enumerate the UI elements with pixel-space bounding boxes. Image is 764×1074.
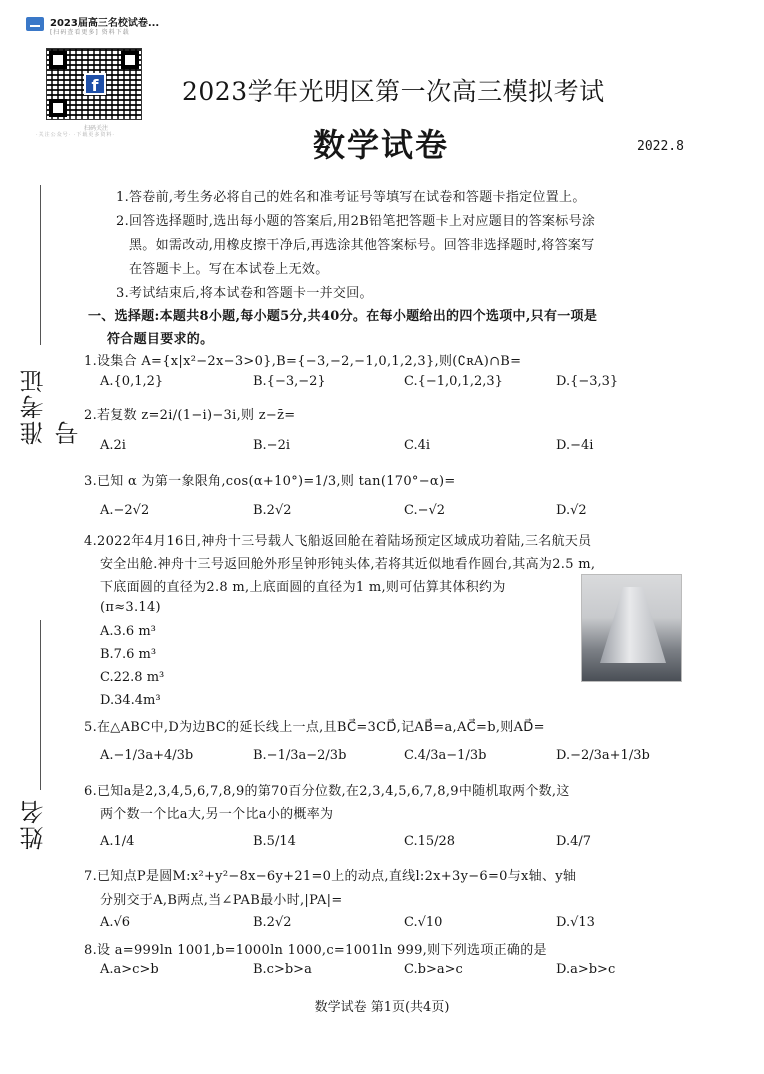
question-6-option-a[interactable]: A.1/4 bbox=[100, 834, 135, 849]
qr-corner bbox=[49, 51, 67, 69]
question-3-option-a[interactable]: A.−2√2 bbox=[100, 503, 150, 518]
question-4-stem-cont: (π≈3.14) bbox=[100, 600, 161, 615]
qr-caption-secondary: ·关注公众号· ·下载更多资料· bbox=[36, 132, 115, 138]
binding-line bbox=[40, 620, 41, 790]
question-2-stem: 2.若复数 z=2i/(1−i)−3i,则 z−z̄= bbox=[84, 408, 296, 423]
question-5-option-b[interactable]: B.−1/3a−2/3b bbox=[253, 748, 347, 763]
question-1-option-b[interactable]: B.{−3,−2} bbox=[253, 374, 326, 389]
qr-code[interactable] bbox=[46, 48, 142, 120]
question-8-option-b[interactable]: B.c>b>a bbox=[253, 962, 312, 977]
question-4-stem-cont: 安全出舱.神舟十三号返回舱外形呈钟形钝头体,若将其近似地看作圆台,其高为2.5 m, bbox=[100, 557, 596, 572]
question-4-option-a[interactable]: A.3.6 m³ bbox=[100, 624, 156, 639]
side-label-name: 姓名 bbox=[20, 798, 48, 850]
exam-date: 2022.8 bbox=[637, 139, 684, 154]
question-8-option-a[interactable]: A.a>c>b bbox=[100, 962, 159, 977]
capsule-photo bbox=[581, 574, 682, 682]
qr-logo-icon: f bbox=[84, 73, 106, 95]
subject-title: 数学试卷 bbox=[313, 126, 450, 164]
question-8-option-c[interactable]: C.b>a>c bbox=[404, 962, 463, 977]
exam-title: 2023学年光明区第一次高三模拟考试 bbox=[182, 77, 605, 106]
section-title-cont: 符合题目要求的。 bbox=[107, 332, 214, 347]
question-5-option-a[interactable]: A.−1/3a+4/3b bbox=[100, 748, 194, 763]
question-3-option-b[interactable]: B.2√2 bbox=[253, 503, 292, 518]
section-title: 一、选择题:本题共8小题,每小题5分,共40分。在每小题给出的四个选项中,只有一项是 bbox=[88, 309, 598, 324]
note-2: 2.回答选择题时,选出每小题的答案后,用2B铅笔把答题卡上对应题目的答案标号涂 bbox=[116, 214, 596, 229]
question-4-option-b[interactable]: B.7.6 m³ bbox=[100, 647, 157, 662]
document-icon bbox=[26, 17, 44, 31]
question-2-option-c[interactable]: C.4i bbox=[404, 438, 431, 453]
binding-line bbox=[40, 185, 41, 345]
question-6-option-b[interactable]: B.5/14 bbox=[253, 834, 296, 849]
question-7-option-c[interactable]: C.√10 bbox=[404, 915, 443, 930]
note-1: 1.答卷前,考生务必将自己的姓名和准考证号等填写在试卷和答题卡指定位置上。 bbox=[116, 190, 586, 205]
note-2-cont: 在答题卡上。写在本试卷上无效。 bbox=[129, 262, 329, 277]
question-1-stem: 1.设集合 A={x|x²−2x−3>0},B={−3,−2,−1,0,1,2,3},则(∁ʀA)∩B= bbox=[84, 354, 522, 369]
question-6-stem-cont: 两个数一个比a大,另一个比a小的概率为 bbox=[100, 807, 334, 822]
note-3: 3.考试结束后,将本试卷和答题卡一并交回。 bbox=[116, 286, 373, 301]
app-title: 2023届高三名校试卷... bbox=[50, 18, 160, 29]
question-5-option-c[interactable]: C.4/3a−1/3b bbox=[404, 748, 487, 763]
qr-caption: 扫码关注 bbox=[84, 125, 109, 132]
question-2-option-a[interactable]: A.2i bbox=[100, 438, 126, 453]
question-2-option-d[interactable]: D.−4i bbox=[556, 438, 594, 453]
qr-corner bbox=[121, 51, 139, 69]
question-4-stem-cont: 下底面圆的直径为2.8 m,上底面圆的直径为1 m,则可估算其体积约为 bbox=[100, 580, 506, 595]
question-7-option-a[interactable]: A.√6 bbox=[100, 915, 131, 930]
qr-corner bbox=[49, 99, 67, 117]
question-1-option-c[interactable]: C.{−1,0,1,2,3} bbox=[404, 374, 503, 389]
question-1-option-a[interactable]: A.{0,1,2} bbox=[100, 374, 164, 389]
question-3-option-c[interactable]: C.−√2 bbox=[404, 503, 446, 518]
question-1-option-d[interactable]: D.{−3,3} bbox=[556, 374, 619, 389]
question-6-option-c[interactable]: C.15/28 bbox=[404, 834, 456, 849]
side-label-exam-number: 准考证号 bbox=[20, 367, 83, 445]
question-2-option-b[interactable]: B.−2i bbox=[253, 438, 291, 453]
note-2-cont: 黑。如需改动,用橡皮擦干净后,再选涂其他答案标号。回答非选择题时,将答案写 bbox=[129, 238, 595, 253]
question-7-option-b[interactable]: B.2√2 bbox=[253, 915, 292, 930]
question-7-option-d[interactable]: D.√13 bbox=[556, 915, 595, 930]
page-footer: 数学试卷 第1页(共4页) bbox=[314, 1000, 450, 1015]
question-4-option-c[interactable]: C.22.8 m³ bbox=[100, 670, 165, 685]
question-3-stem: 3.已知 α 为第一象限角,cos(α+10°)=1/3,则 tan(170°−α)= bbox=[84, 474, 456, 489]
question-6-stem: 6.已知a是2,3,4,5,6,7,8,9的第70百分位数,在2,3,4,5,6,7,8,9中随机取两个数,这 bbox=[84, 784, 570, 799]
question-8-option-d[interactable]: D.a>b>c bbox=[556, 962, 616, 977]
question-4-option-d[interactable]: D.34.4m³ bbox=[100, 693, 161, 708]
question-5-option-d[interactable]: D.−2/3a+1/3b bbox=[556, 748, 650, 763]
question-7-stem-cont: 分别交于A,B两点,当∠PAB最小时,|PA|= bbox=[100, 893, 343, 908]
question-7-stem: 7.已知点P是圆M:x²+y²−8x−6y+21=0上的动点,直线l:2x+3y−6=0与x轴、y轴 bbox=[84, 869, 577, 884]
app-subtitle: [扫码查看更多] 资料下载 bbox=[50, 29, 130, 36]
question-5-stem: 5.在△ABC中,D为边BC的延长线上一点,且BC⃗=3CD⃗,记AB⃗=a,AC⃗=b,则AD⃗= bbox=[84, 720, 545, 735]
question-8-stem: 8.设 a=999ln 1001,b=1000ln 1000,c=1001ln 999,则下列选项正确的是 bbox=[84, 943, 547, 958]
question-6-option-d[interactable]: D.4/7 bbox=[556, 834, 592, 849]
capsule-shape bbox=[600, 587, 666, 663]
question-3-option-d[interactable]: D.√2 bbox=[556, 503, 587, 518]
question-4-stem: 4.2022年4月16日,神舟十三号载人飞船返回舱在着陆场预定区域成功着陆,三名航天员 bbox=[84, 534, 592, 549]
